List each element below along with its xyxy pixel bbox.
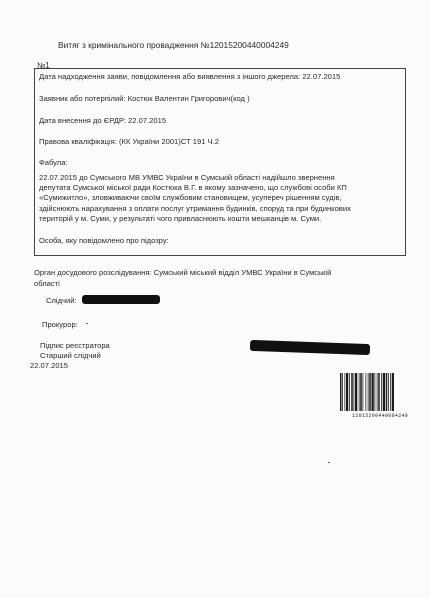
registrar-signature-redaction	[250, 340, 370, 355]
record-number: №1	[37, 61, 50, 70]
suspect-label: Особа, яку повідомлено про підозру:	[39, 236, 169, 245]
barcode-number: 12015200440004249	[352, 413, 409, 419]
authority-line: Орган досудового розслідування: Сумський міський відділ УМВС України в Сумській	[34, 268, 332, 277]
applicant: Заявник або потерпілий: Костюк Валентин Григорович(код )	[39, 94, 250, 103]
investigation-authority	[34, 268, 331, 289]
plot-line: депутата Сумської міської ради Костюка В.Г. в якому зазначено, що службові особи КП	[39, 183, 347, 193]
barcode	[340, 373, 412, 411]
legal-qualification: Правова кваліфікація: (КК України 2001)СТ 191 Ч.2	[39, 137, 219, 146]
investigator-label: Слідчий:	[46, 296, 77, 305]
receipt-date: Дата надходження заяви, повідомлення або виявлення з іншого джерела: 22.07.2015	[39, 72, 341, 81]
investigator-redaction	[82, 295, 160, 304]
sign-date: 22.07.2015	[30, 361, 69, 370]
scan-speck	[86, 323, 88, 324]
plot-line: територій у м. Суми, у результаті чого привласнюють кошти мешканців м. Суми.	[39, 213, 322, 223]
document-title: Витяг з кримінального провадження №12015200440004249	[58, 40, 289, 50]
plot-label: Фабула:	[39, 158, 68, 167]
prosecutor-label: Прокурор:	[42, 320, 78, 329]
plot-line: «Сумижитло», зловживаючи своїм службовим становищем, усупереч рішенням судів,	[39, 193, 342, 203]
authority-line: області	[34, 278, 60, 288]
plot-line: 22.07.2015 до Сумського МВ УМВС України в Сумській області надійшло звернення	[39, 173, 335, 182]
senior-investigator-label: Старший слідчий	[40, 351, 101, 360]
plot-text	[39, 173, 401, 224]
erdr-date: Дата внесення до ЄРДР: 22.07.2015	[39, 116, 167, 125]
scan-speck	[328, 462, 330, 463]
plot-line: здійснюють нарахування з оплати послуг утримання будинків, споруд та при будинкових	[39, 203, 351, 213]
registrar-signature-label: Підпис реєстратора	[40, 341, 110, 350]
record-box	[34, 68, 406, 256]
